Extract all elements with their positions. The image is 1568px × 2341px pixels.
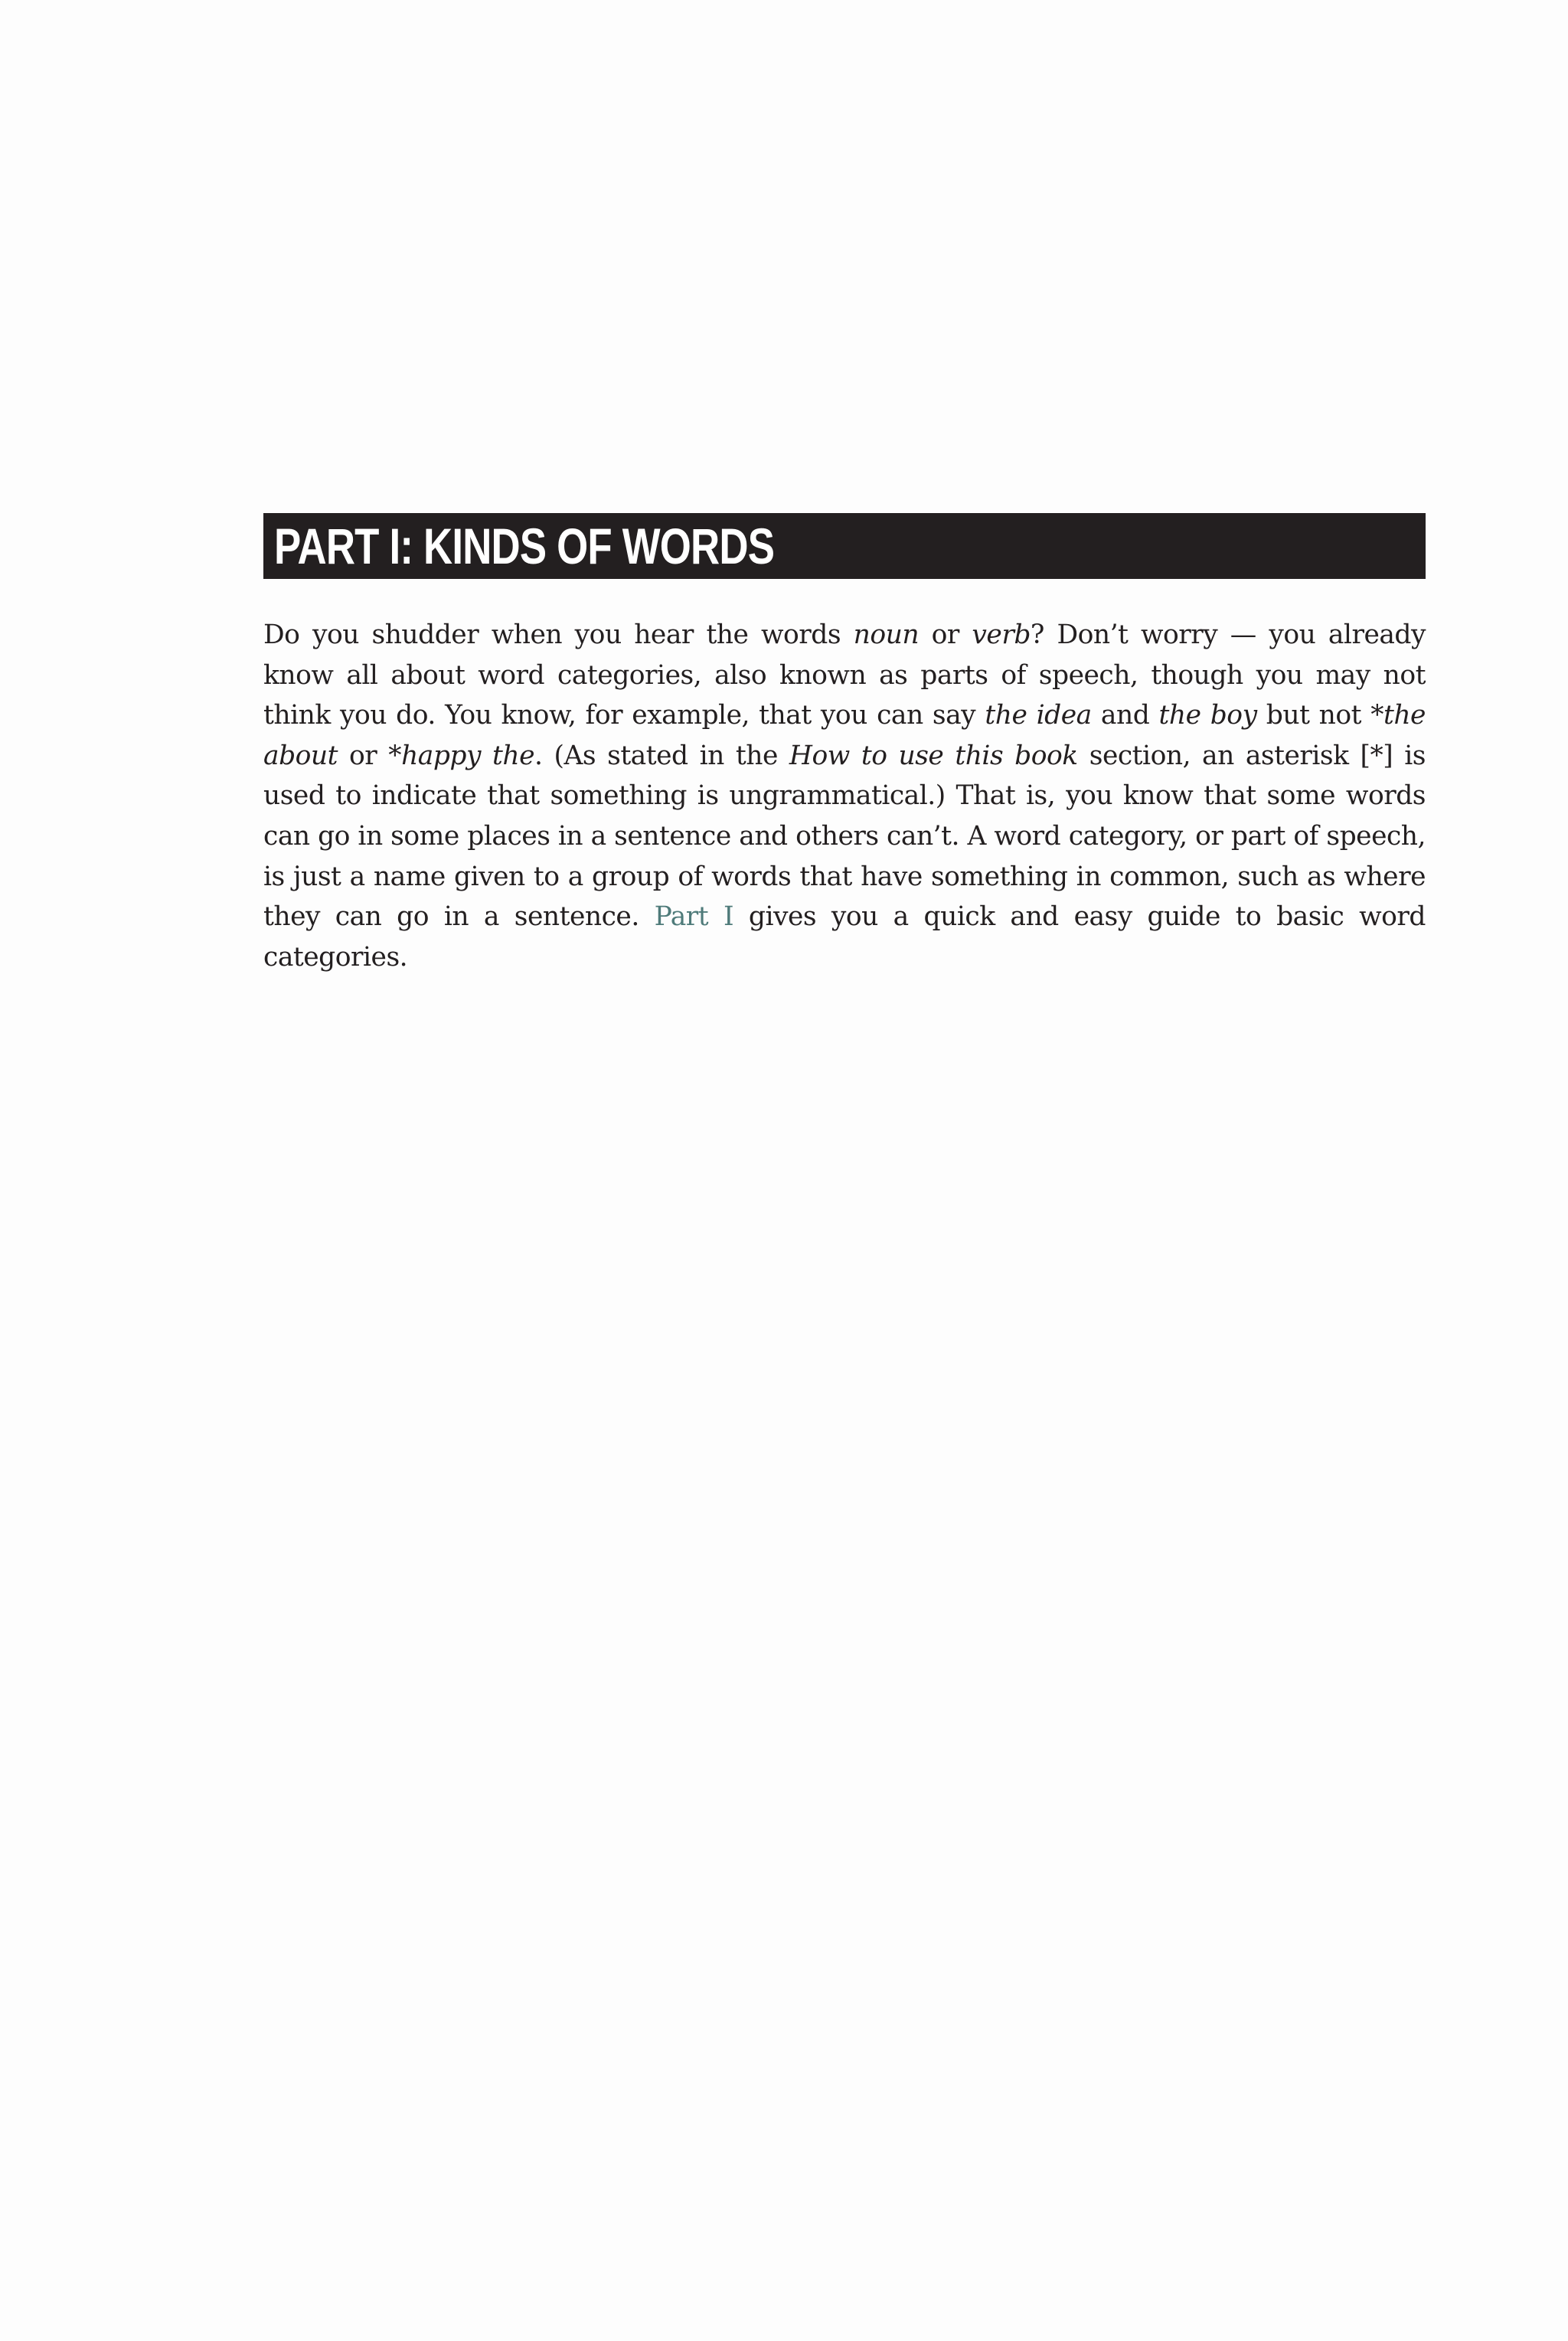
- part-heading-bar: [263, 513, 1426, 579]
- text-run: section, an asterisk [*] is used to indicate that something is ungrammatical.) That is, you know that some words can go in some places in a sentence and others can’t. A word category, or part of speech, is just a name given to a group of words that have something in common, such as where they can go in a sentence.: [263, 740, 1426, 933]
- text-run: Do you shudder when you hear the words: [263, 620, 854, 650]
- italic-term: noun: [853, 620, 920, 650]
- italic-term: verb: [972, 620, 1031, 650]
- italic-term: the idea: [985, 700, 1092, 731]
- text-run: and: [1091, 700, 1159, 731]
- italic-term: the about: [263, 700, 1426, 771]
- text-run: but not *: [1256, 700, 1383, 731]
- italic-term: How to use this book: [789, 740, 1078, 771]
- text-run: or *: [338, 740, 402, 771]
- part-i-link[interactable]: Part I: [654, 901, 734, 933]
- text-run: . (As stated in the: [534, 740, 789, 771]
- text-run: or: [919, 620, 972, 650]
- text-run: gives you a quick and easy guide to basic word categories.: [263, 901, 1426, 973]
- italic-term: happy the: [401, 740, 535, 771]
- text-run: ? Don’t worry — you already know all about word categories, also known as parts of speech, though you may not think you do. You know, for example, that you can say: [263, 620, 1426, 731]
- intro-paragraph: [263, 615, 1426, 977]
- part-title: PART I: KINDS OF WORDS: [274, 518, 775, 574]
- italic-term: the boy: [1158, 700, 1257, 731]
